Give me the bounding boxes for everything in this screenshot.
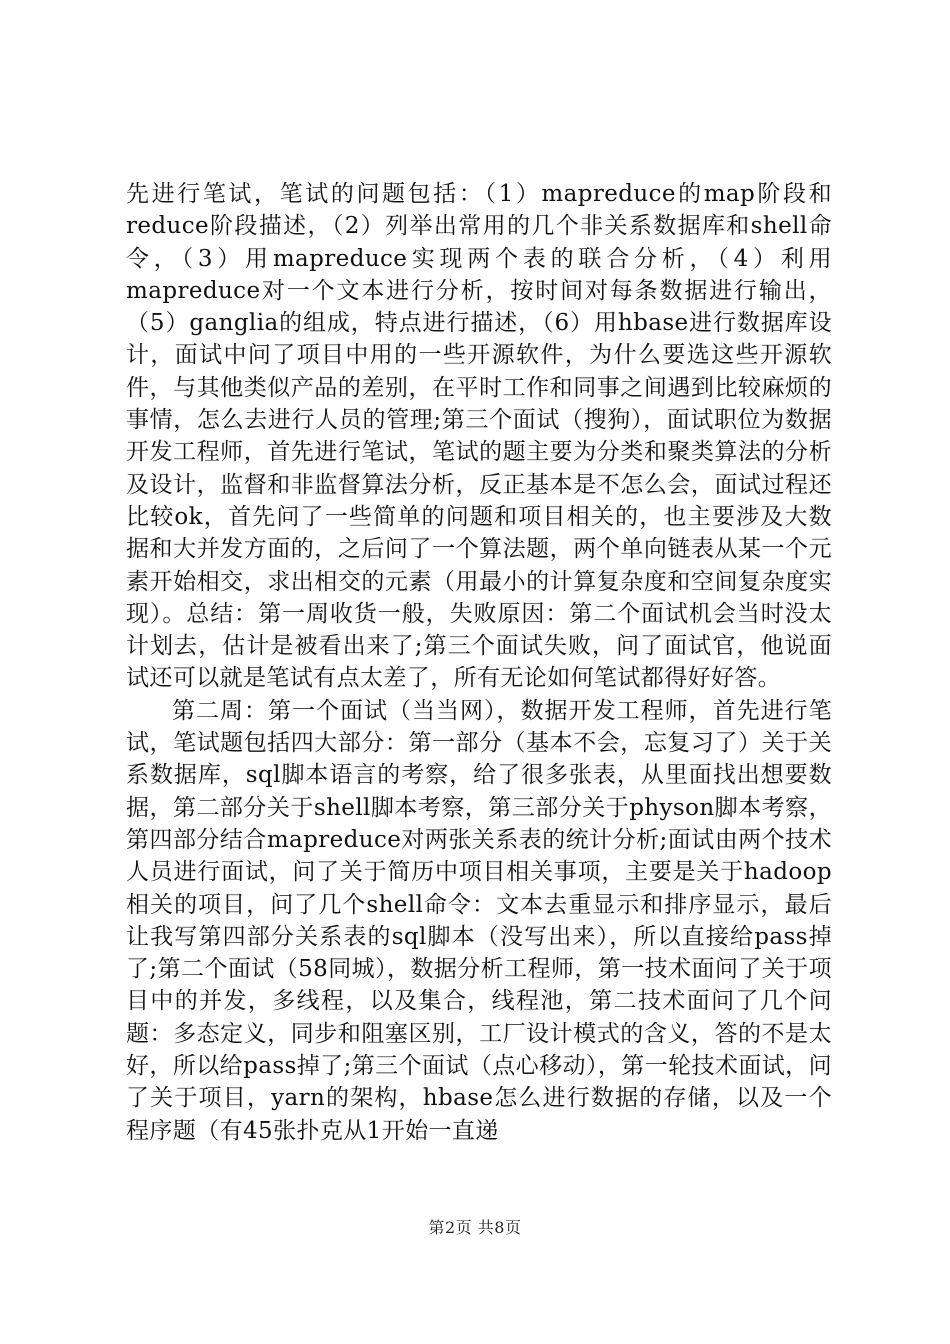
paragraph-1: 先进行笔试，笔试的问题包括：（1）mapreduce的map阶段和reduce阶段描述，（2）列举出常用的几个非关系数据库和shell命令，（3）用mapreduce实现两个表的联合分析，（4）利用mapreduce对一个文本进行分析，按时间对每条数据进行输出，（5）ganglia的组成，特点进行描述，（6）用hbase进行数据库设计，面试中问了项目中用的一些开源软件，为什么要选这些开源软件，与其他类似产品的差别，在平时工作和同事之间遇到比较麻烦的事情，怎么去进行人员的管理;第三个面试（搜狗），面试职位为数据开发工程师，首先进行笔试，笔试的题主要为分类和聚类算法的分析及设计，监督和非监督算法分析，反正基本是不怎么会，面试过程还比较ok，首先问了一些简单的问题和项目相关的，也主要涉及大数据和大并发方面的，之后问了一个算法题，两个单向链表从某一个元素开始相交，求出相交的元素（用最小的计算复杂度和空间复杂度实现）。总结：第一周收货一般，失败原因：第二个面试机会当时没太计划去，估计是被看出来了;第三个面试失败，问了面试官，他说面试还可以就是笔试有点太差了，所有无论如何笔试都得好好答。 <box>126 181 832 692</box>
page-footer: 第2页 共8页 <box>428 1218 522 1237</box>
paragraph-2: 第二周：第一个面试（当当网），数据开发工程师，首先进行笔试，笔试题包括四大部分：第一部分（基本不会，忘复习了）关于关系数据库，sql脚本语言的考察，给了很多张表，从里面找出想要数据，第二部分关于shell脚本考察，第三部分关于physon脚本考察，第四部分结合mapreduce对两张关系表的统计分析;面试由两个技术人员进行面试，问了关于简历中项目相关事项，主要是关于hadoop相关的项目，问了几个shell命令：文本去重显示和排序显示，最后让我写第四部分关系表的sql脚本（没写出来），所以直接给pass掉了;第二个面试（58同城），数据分析工程师，第一技术面问了关于项目中的并发，多线程，以及集合，线程池，第二技术面问了几个问题：多态定义，同步和阻塞区别，工厂设计模式的含义，答的不是太好，所以给pass掉了;第三个面试（点心移动），第一轮技术面试，问了关于项目，yarn的架构，hbase怎么进行数据的存储，以及一个程序题（有45张扑克从1开始一直递 <box>126 697 832 1144</box>
body-text <box>126 178 832 1147</box>
